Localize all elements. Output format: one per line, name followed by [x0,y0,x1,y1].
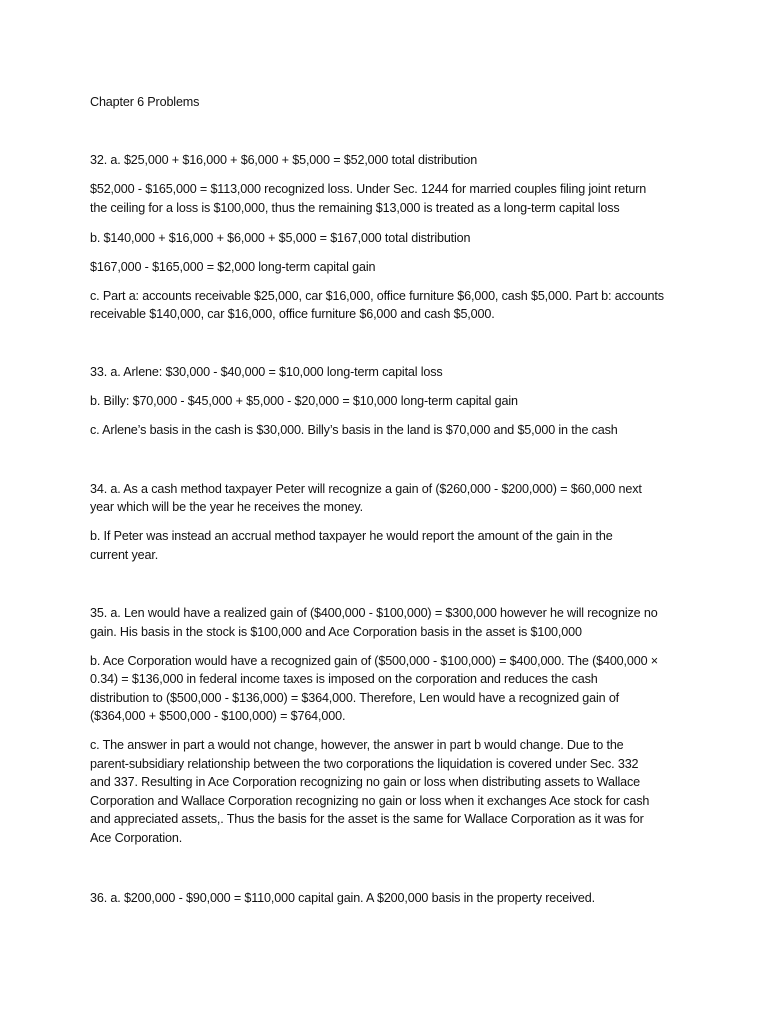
text-line: $52,000 - $165,000 = $113,000 recognized loss. Under Sec. 1244 for married couples filing joint return [90,182,647,196]
text-line: $167,000 - $165,000 = $2,000 long-term capital gain [90,260,376,274]
text-line: b. $140,000 + $16,000 + $6,000 + $5,000 = $167,000 total distribution [90,231,471,245]
text-line: parent-subsidiary relationship between the two corporations the liquidation is covered under Sec. 332 [90,757,639,771]
text-line: gain. His basis in the stock is $100,000 and Ace Corporation basis in the asset is $100,000 [90,625,582,639]
page-title: Chapter 6 Problems [90,95,200,109]
text-line: distribution to ($500,000 - $136,000) = $364,000. Therefore, Len would have a recognized gain of [90,691,620,705]
text-line: Corporation and Wallace Corporation recognizing no gain or loss when it exchanges Ace stock for cash [90,794,650,808]
text-line: 35. a. Len would have a realized gain of ($400,000 - $100,000) = $300,000 however he will recognize no [90,606,658,620]
text-line: 32. a. $25,000 + $16,000 + $6,000 + $5,000 = $52,000 total distribution [90,153,478,167]
text-line: 33. a. Arlene: $30,000 - $40,000 = $10,000 long-term capital loss [90,365,443,379]
text-line: the ceiling for a loss is $100,000, thus the remaining $13,000 is treated as a long-term capital loss [90,201,620,215]
text-line: b. Ace Corporation would have a recognized gain of ($500,000 - $100,000) = $400,000. The ($400,000 × [90,654,659,668]
text-line: 36. a. $200,000 - $90,000 = $110,000 capital gain. A $200,000 basis in the property received. [90,891,595,905]
text-line: c. Part a: accounts receivable $25,000, car $16,000, office furniture $6,000, cash $5,000. Part b: accounts [90,289,664,303]
text-line: c. Arlene’s basis in the cash is $30,000. Billy’s basis in the land is $70,000 and $5,000 in the cash [90,423,618,437]
text-line: receivable $140,000, car $16,000, office furniture $6,000 and cash $5,000. [90,307,495,321]
text-line: 0.34) = $136,000 in federal income taxes is imposed on the corporation and reduces the cash [90,672,598,686]
text-line: b. If Peter was instead an accrual method taxpayer he would report the amount of the gain in the [90,529,613,543]
text-line: current year. [90,548,159,562]
text-line: 34. a. As a cash method taxpayer Peter will recognize a gain of ($260,000 - $200,000) = $60,000 next [90,482,642,496]
text-line: ($364,000 + $500,000 - $100,000) = $764,000. [90,709,346,723]
text-line: year which will be the year he receives the money. [90,500,363,514]
text-line: and 337. Resulting in Ace Corporation recognizing no gain or loss when distributing assets to Wallace [90,775,641,789]
text-line: Ace Corporation. [90,831,183,845]
text-line: c. The answer in part a would not change, however, the answer in part b would change. Due to the [90,738,624,752]
text-line: and appreciated assets,. Thus the basis for the asset is the same for Wallace Corporation as it was for [90,812,644,826]
text-line: b. Billy: $70,000 - $45,000 + $5,000 - $20,000 = $10,000 long-term capital gain [90,394,518,408]
